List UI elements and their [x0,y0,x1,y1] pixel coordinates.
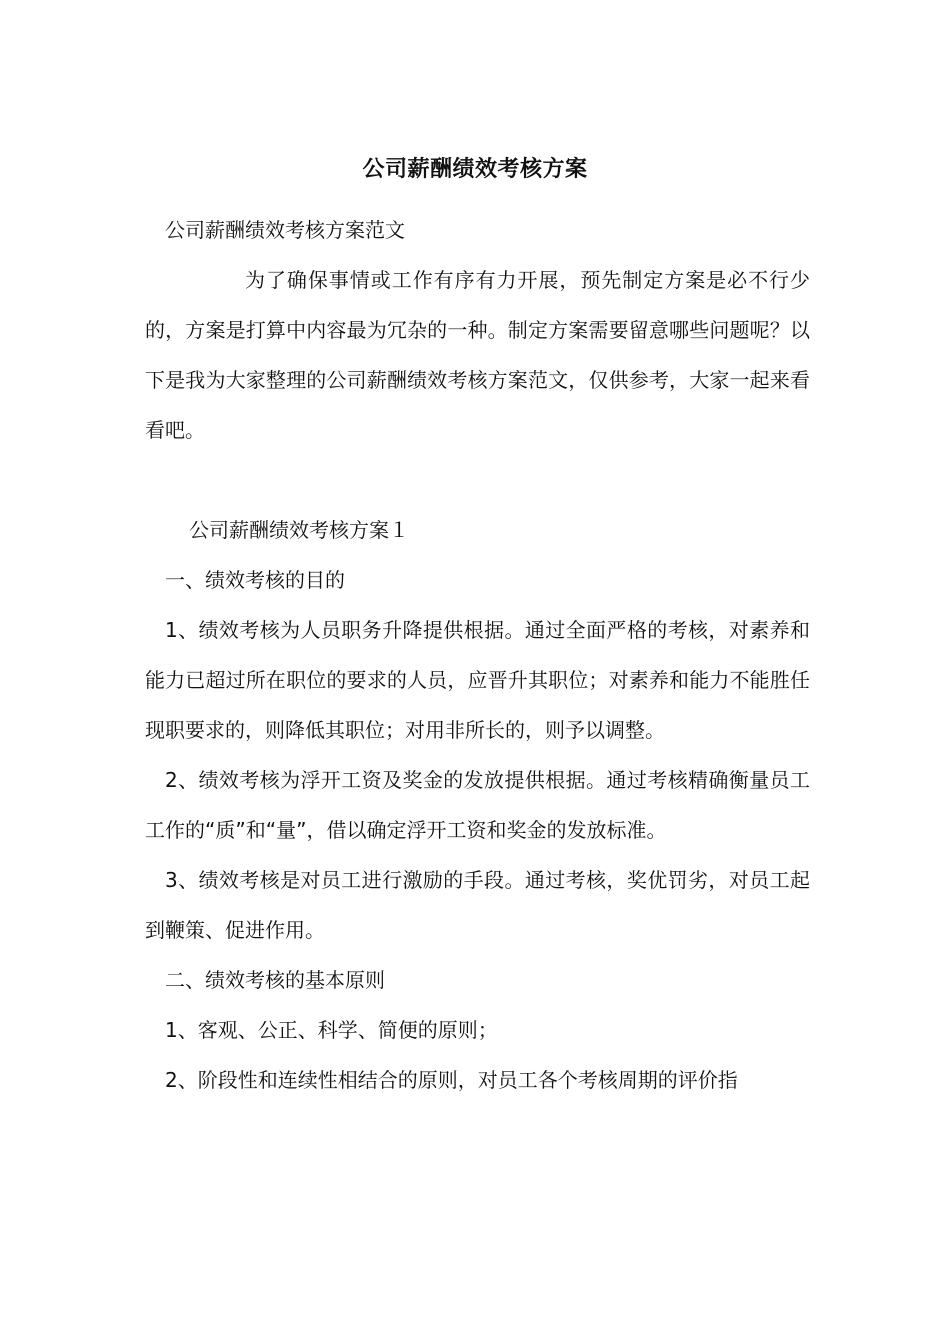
principle-item-1: 1、客观、公正、科学、简便的原则； [165,1018,498,1042]
section-heading-purpose: 一、绩效考核的目的 [165,568,345,592]
plan-heading: 公司薪酬绩效考核方案１ [189,518,409,542]
intro-paragraph: 为了确保事情或工作有序有力开展，预先制定方案是必不行少的，方案是打算中内容最为冗杂的一种。制定方案需要留意哪些问题呢？以下是我为大家整理的公司薪酬绩效考核方案范文，仅供参考，大家一起来看看吧。 [145,268,810,442]
subtitle-paragraph: 公司薪酬绩效考核方案范文 [165,218,405,242]
document-body [145,205,810,1105]
principle-item-2: 2、阶段性和连续性相结合的原则，对员工各个考核周期的评价指 [165,1068,738,1092]
section-heading-principles: 二、绩效考核的基本原则 [165,968,385,992]
document-title: 公司薪酬绩效考核方案 [362,157,588,182]
purpose-item-1: 1、绩效考核为人员职务升降提供根据。通过全面严格的考核，对素养和能力已超过所在职位的要求的人员，应晋升其职位；对素养和能力不能胜任现职要求的，则降低其职位；对用非所长的，则予以调整。 [145,618,810,742]
purpose-item-3: 3、绩效考核是对员工进行激励的手段。通过考核，奖优罚劣，对员工起到鞭策、促进作用。 [145,868,810,942]
purpose-item-2: 2、绩效考核为浮开工资及奖金的发放提供根据。通过考核精确衡量员工工作的“质”和“量”，借以确定浮开工资和奖金的发放标准。 [145,768,810,842]
